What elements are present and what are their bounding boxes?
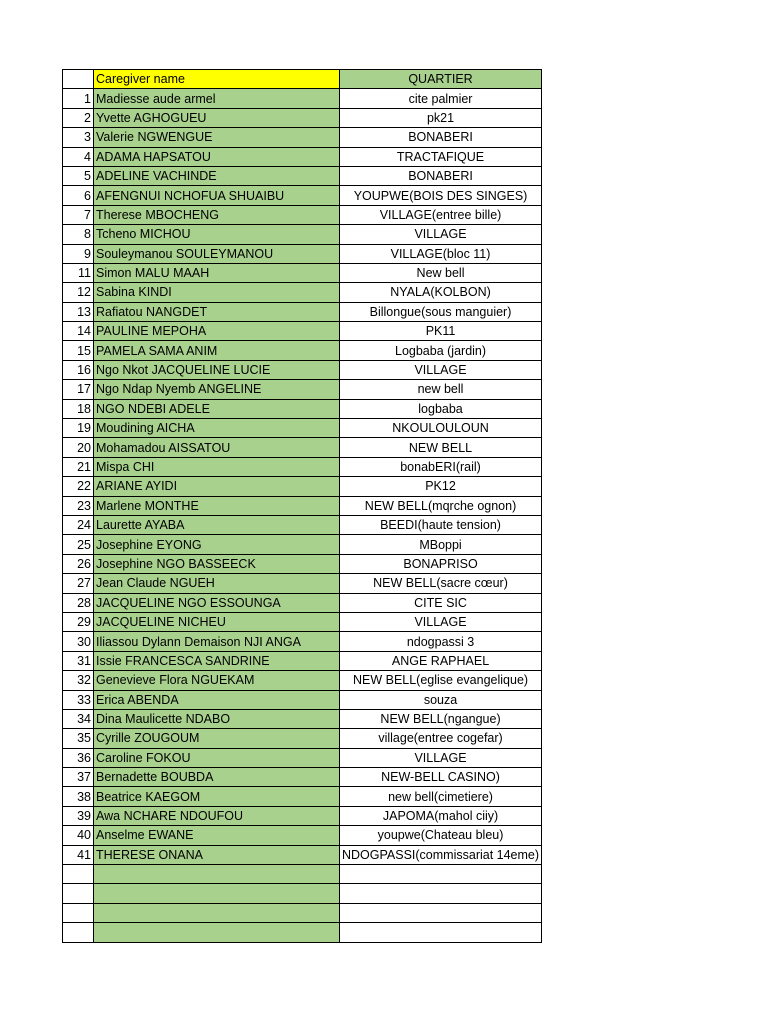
table-row — [63, 128, 542, 147]
row-number-cell[interactable]: 29 — [63, 612, 94, 631]
caregiver-name-cell[interactable]: Jean Claude NGUEH — [94, 574, 340, 593]
quartier-cell[interactable]: VILLAGE — [340, 612, 542, 631]
caregiver-name-cell[interactable] — [94, 884, 340, 903]
caregiver-name-cell[interactable]: Valerie NGWENGUE — [94, 128, 340, 147]
caregiver-name-cell[interactable]: Josephine EYONG — [94, 535, 340, 554]
row-number-cell[interactable]: 7 — [63, 205, 94, 224]
quartier-cell[interactable]: NEW-BELL CASINO) — [340, 768, 542, 787]
caregiver-table — [62, 69, 542, 943]
caregiver-name-cell[interactable] — [94, 865, 340, 884]
row-number-cell[interactable]: 20 — [63, 438, 94, 457]
quartier-cell[interactable]: logbaba — [340, 399, 542, 418]
caregiver-name-cell[interactable]: JACQUELINE NGO ESSOUNGA — [94, 593, 340, 612]
quartier-cell[interactable]: VILLAGE(bloc 11) — [340, 244, 542, 263]
row-number-cell[interactable]: 40 — [63, 826, 94, 845]
table-row — [63, 89, 542, 108]
table-row — [63, 671, 542, 690]
row-number-cell[interactable]: 11 — [63, 263, 94, 282]
table-row — [63, 923, 542, 942]
row-number-cell[interactable]: 38 — [63, 787, 94, 806]
header-caregiver-name[interactable]: Caregiver name — [94, 70, 340, 89]
quartier-cell[interactable]: ndogpassi 3 — [340, 632, 542, 651]
quartier-cell[interactable]: VILLAGE — [340, 225, 542, 244]
quartier-cell[interactable]: BONABERI — [340, 166, 542, 185]
row-number-cell[interactable]: 6 — [63, 186, 94, 205]
caregiver-name-cell[interactable]: Rafiatou NANGDET — [94, 302, 340, 321]
quartier-cell[interactable]: NEW BELL(sacre cœur) — [340, 574, 542, 593]
quartier-cell[interactable]: souza — [340, 690, 542, 709]
caregiver-name-cell[interactable]: Bernadette BOUBDA — [94, 768, 340, 787]
caregiver-name-cell[interactable]: Genevieve Flora NGUEKAM — [94, 671, 340, 690]
table-row — [63, 205, 542, 224]
caregiver-name-cell[interactable]: Laurette AYABA — [94, 515, 340, 534]
table-row — [63, 108, 542, 127]
row-number-cell[interactable]: 14 — [63, 322, 94, 341]
table-row — [63, 574, 542, 593]
quartier-cell[interactable]: NEW BELL(mqrche ognon) — [340, 496, 542, 515]
row-number-cell[interactable]: 4 — [63, 147, 94, 166]
row-number-cell[interactable]: 13 — [63, 302, 94, 321]
row-number-cell[interactable]: 17 — [63, 380, 94, 399]
quartier-cell[interactable]: bonabERI(rail) — [340, 457, 542, 476]
quartier-cell[interactable]: NEW BELL(eglise evangelique) — [340, 671, 542, 690]
quartier-cell[interactable]: ANGE RAPHAEL — [340, 651, 542, 670]
quartier-cell[interactable]: MBoppi — [340, 535, 542, 554]
row-number-cell[interactable]: 34 — [63, 709, 94, 728]
caregiver-name-cell[interactable]: Ngo Nkot JACQUELINE LUCIE — [94, 360, 340, 379]
quartier-cell[interactable]: BONAPRISO — [340, 554, 542, 573]
table-row — [63, 593, 542, 612]
header-quartier[interactable]: QUARTIER — [340, 70, 542, 89]
caregiver-name-cell[interactable]: Dina Maulicette NDABO — [94, 709, 340, 728]
table-row — [63, 457, 542, 476]
caregiver-name-cell[interactable]: Tcheno MICHOU — [94, 225, 340, 244]
row-number-cell[interactable]: 18 — [63, 399, 94, 418]
caregiver-name-cell[interactable]: Erica ABENDA — [94, 690, 340, 709]
quartier-cell[interactable]: JAPOMA(mahol ciiy) — [340, 806, 542, 825]
row-number-cell[interactable]: 31 — [63, 651, 94, 670]
row-number-cell[interactable]: 25 — [63, 535, 94, 554]
header-row — [63, 70, 542, 89]
table-row — [63, 496, 542, 515]
row-number-cell[interactable]: 26 — [63, 554, 94, 573]
row-number-cell[interactable] — [63, 865, 94, 884]
caregiver-name-cell[interactable]: Awa NCHARE NDOUFOU — [94, 806, 340, 825]
caregiver-name-cell[interactable]: Iliassou Dylann Demaison NJI ANGA — [94, 632, 340, 651]
quartier-cell[interactable]: VILLAGE — [340, 360, 542, 379]
row-number-cell[interactable]: 32 — [63, 671, 94, 690]
quartier-cell[interactable]: pk21 — [340, 108, 542, 127]
row-number-cell[interactable]: 5 — [63, 166, 94, 185]
quartier-cell[interactable]: Logbaba (jardin) — [340, 341, 542, 360]
quartier-cell[interactable] — [340, 865, 542, 884]
quartier-cell[interactable] — [340, 923, 542, 942]
caregiver-name-cell[interactable]: Caroline FOKOU — [94, 748, 340, 767]
table-row — [63, 845, 542, 864]
table-row — [63, 283, 542, 302]
quartier-cell[interactable]: YOUPWE(BOIS DES SINGES) — [340, 186, 542, 205]
quartier-cell[interactable]: NKOULOULOUN — [340, 419, 542, 438]
row-number-cell[interactable]: 39 — [63, 806, 94, 825]
quartier-cell[interactable]: TRACTAFIQUE — [340, 147, 542, 166]
row-number-cell[interactable]: 15 — [63, 341, 94, 360]
caregiver-name-cell[interactable]: AFENGNUI NCHOFUA SHUAIBU — [94, 186, 340, 205]
row-number-cell[interactable]: 28 — [63, 593, 94, 612]
quartier-cell[interactable]: new bell(cimetiere) — [340, 787, 542, 806]
quartier-cell[interactable]: NDOGPASSI(commissariat 14eme) — [340, 845, 542, 864]
table-row — [63, 884, 542, 903]
caregiver-name-cell[interactable]: Madiesse aude armel — [94, 89, 340, 108]
caregiver-name-cell[interactable]: Issie FRANCESCA SANDRINE — [94, 651, 340, 670]
quartier-cell[interactable]: BEEDI(haute tension) — [340, 515, 542, 534]
row-number-cell[interactable]: 19 — [63, 419, 94, 438]
row-number-cell[interactable]: 8 — [63, 225, 94, 244]
caregiver-name-cell[interactable]: Mispa CHI — [94, 457, 340, 476]
quartier-cell[interactable] — [340, 884, 542, 903]
quartier-cell[interactable]: Billongue(sous manguier) — [340, 302, 542, 321]
quartier-cell[interactable]: BONABERI — [340, 128, 542, 147]
table-row — [63, 690, 542, 709]
caregiver-name-cell[interactable]: Mohamadou AISSATOU — [94, 438, 340, 457]
row-number-cell[interactable]: 24 — [63, 515, 94, 534]
row-number-cell[interactable] — [63, 923, 94, 942]
table-row — [63, 263, 542, 282]
row-number-cell[interactable]: 23 — [63, 496, 94, 515]
quartier-cell[interactable]: village(entree cogefar) — [340, 729, 542, 748]
row-number-cell[interactable] — [63, 884, 94, 903]
table-row — [63, 419, 542, 438]
caregiver-name-cell[interactable]: Josephine NGO BASSEECK — [94, 554, 340, 573]
caregiver-name-cell[interactable]: NGO NDEBI ADELE — [94, 399, 340, 418]
table-row — [63, 903, 542, 922]
table-row — [63, 360, 542, 379]
table-row — [63, 147, 542, 166]
row-number-cell[interactable]: 27 — [63, 574, 94, 593]
table-row — [63, 632, 542, 651]
row-number-cell[interactable]: 33 — [63, 690, 94, 709]
table-row — [63, 322, 542, 341]
table-row — [63, 380, 542, 399]
row-number-cell[interactable]: 21 — [63, 457, 94, 476]
quartier-cell[interactable]: new bell — [340, 380, 542, 399]
caregiver-name-cell[interactable]: JACQUELINE NICHEU — [94, 612, 340, 631]
row-number-cell[interactable]: 35 — [63, 729, 94, 748]
quartier-cell[interactable]: cite palmier — [340, 89, 542, 108]
quartier-cell[interactable]: youpwe(Chateau bleu) — [340, 826, 542, 845]
table-row — [63, 865, 542, 884]
table-row — [63, 826, 542, 845]
table-row — [63, 748, 542, 767]
caregiver-name-cell[interactable]: ADELINE VACHINDE — [94, 166, 340, 185]
table-row — [63, 302, 542, 321]
row-number-cell[interactable] — [63, 903, 94, 922]
row-number-cell[interactable]: 16 — [63, 360, 94, 379]
table-row — [63, 612, 542, 631]
table-row — [63, 438, 542, 457]
table-row — [63, 244, 542, 263]
table-body — [63, 70, 542, 943]
table-row — [63, 806, 542, 825]
row-number-cell[interactable]: 2 — [63, 108, 94, 127]
quartier-cell[interactable] — [340, 903, 542, 922]
caregiver-name-cell[interactable]: Therese MBOCHENG — [94, 205, 340, 224]
table-row — [63, 535, 542, 554]
table-row — [63, 341, 542, 360]
table-row — [63, 225, 542, 244]
row-number-cell[interactable]: 41 — [63, 845, 94, 864]
quartier-cell[interactable]: NEW BELL(ngangue) — [340, 709, 542, 728]
row-number-cell[interactable]: 30 — [63, 632, 94, 651]
caregiver-name-cell[interactable]: Moudining AICHA — [94, 419, 340, 438]
quartier-cell[interactable]: PK11 — [340, 322, 542, 341]
row-number-cell[interactable]: 37 — [63, 768, 94, 787]
quartier-cell[interactable]: VILLAGE — [340, 748, 542, 767]
quartier-cell[interactable]: NYALA(KOLBON) — [340, 283, 542, 302]
caregiver-name-cell[interactable]: Cyrille ZOUGOUM — [94, 729, 340, 748]
caregiver-name-cell[interactable]: THERESE ONANA — [94, 845, 340, 864]
quartier-cell[interactable]: NEW BELL — [340, 438, 542, 457]
caregiver-name-cell[interactable]: Ngo Ndap Nyemb ANGELINE — [94, 380, 340, 399]
caregiver-name-cell[interactable]: Souleymanou SOULEYMANOU — [94, 244, 340, 263]
caregiver-name-cell[interactable]: Simon MALU MAAH — [94, 263, 340, 282]
caregiver-name-cell[interactable] — [94, 923, 340, 942]
table-row — [63, 768, 542, 787]
table-row — [63, 477, 542, 496]
table-row — [63, 651, 542, 670]
caregiver-name-cell[interactable]: Sabina KINDI — [94, 283, 340, 302]
quartier-cell[interactable]: New bell — [340, 263, 542, 282]
header-num-cell[interactable] — [63, 70, 94, 89]
caregiver-name-cell[interactable]: ADAMA HAPSATOU — [94, 147, 340, 166]
row-number-cell[interactable]: 22 — [63, 477, 94, 496]
row-number-cell[interactable]: 9 — [63, 244, 94, 263]
table-row — [63, 186, 542, 205]
table-row — [63, 554, 542, 573]
table-row — [63, 787, 542, 806]
table-row — [63, 515, 542, 534]
table-row — [63, 709, 542, 728]
table-row — [63, 399, 542, 418]
quartier-cell[interactable]: VILLAGE(entree bille) — [340, 205, 542, 224]
caregiver-name-cell[interactable] — [94, 903, 340, 922]
quartier-cell[interactable]: CITE SIC — [340, 593, 542, 612]
row-number-cell[interactable]: 36 — [63, 748, 94, 767]
caregiver-name-cell[interactable]: Beatrice KAEGOM — [94, 787, 340, 806]
table-row — [63, 729, 542, 748]
row-number-cell[interactable]: 1 — [63, 89, 94, 108]
quartier-cell[interactable]: PK12 — [340, 477, 542, 496]
caregiver-name-cell[interactable]: Anselme EWANE — [94, 826, 340, 845]
row-number-cell[interactable]: 3 — [63, 128, 94, 147]
row-number-cell[interactable]: 12 — [63, 283, 94, 302]
caregiver-name-cell[interactable]: PAMELA SAMA ANIM — [94, 341, 340, 360]
caregiver-name-cell[interactable]: Yvette AGHOGUEU — [94, 108, 340, 127]
caregiver-name-cell[interactable]: PAULINE MEPOHA — [94, 322, 340, 341]
table-row — [63, 166, 542, 185]
caregiver-name-cell[interactable]: Marlene MONTHE — [94, 496, 340, 515]
caregiver-name-cell[interactable]: ARIANE AYIDI — [94, 477, 340, 496]
